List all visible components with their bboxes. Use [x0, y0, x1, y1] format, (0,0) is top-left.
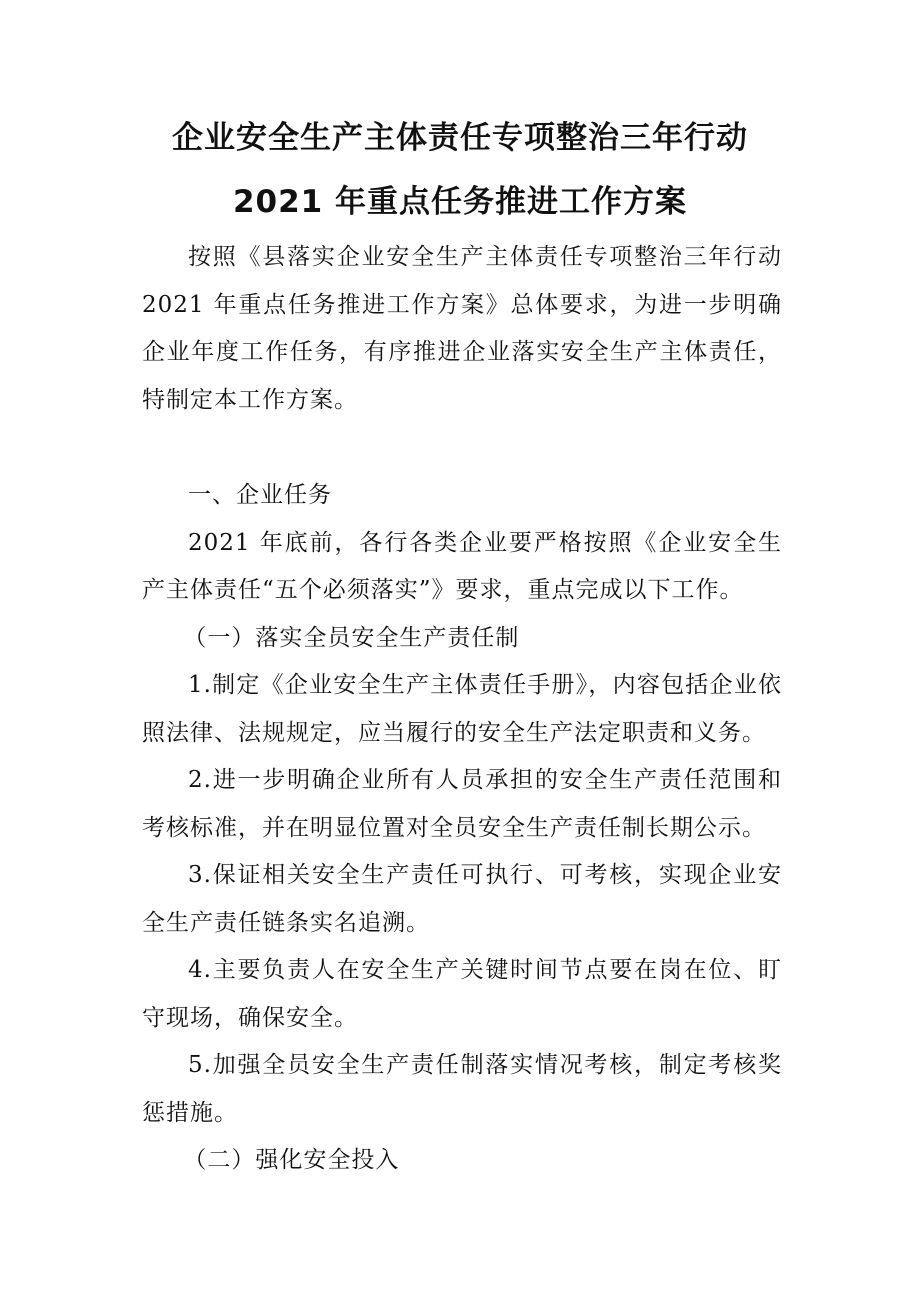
- document-title-line-1: 企业安全生产主体责任专项整治三年行动: [172, 120, 748, 156]
- subsection-heading-safety-investment: （二）强化安全投入: [183, 1147, 400, 1173]
- list-item-5: 5.加强全员安全生产责任制落实情况考核，制定考核奖惩措施。: [142, 1052, 782, 1126]
- intro-paragraph: 按照《县落实企业安全生产主体责任专项整治三年行动 2021 年重点任务推进工作方案》总体要求，为进一步明确企业年度工作任务，有序推进企业落实安全生产主体责任，特制定本工作方案。: [142, 244, 782, 413]
- list-item-4: 4.主要负责人在安全生产关键时间节点要在岗在位、盯守现场，确保安全。: [142, 957, 782, 1031]
- list-item-1: 1.制定《企业安全生产主体责任手册》，内容包括企业依照法律、法规规定，应当履行的安全生产法定职责和义务。: [142, 672, 782, 746]
- document-title-line-2: 2021 年重点任务推进工作方案: [232, 184, 688, 220]
- list-item-2: 2.进一步明确企业所有人员承担的安全生产责任范围和考核标准，并在明显位置对全员安全生产责任制长期公示。: [142, 767, 782, 841]
- list-item-3: 3.保证相关安全生产责任可执行、可考核，实现企业安全生产责任链条实名追溯。: [142, 862, 782, 936]
- paragraph-deadline-requirements: 2021 年底前，各行各类企业要严格按照《企业安全生产主体责任“五个必须落实”》要求，重点完成以下工作。: [142, 529, 782, 603]
- section-heading-enterprise-tasks: 一、企业任务: [188, 482, 332, 508]
- subsection-heading-responsibility-system: （一）落实全员安全生产责任制: [183, 624, 520, 651]
- document-body: [142, 234, 782, 1185]
